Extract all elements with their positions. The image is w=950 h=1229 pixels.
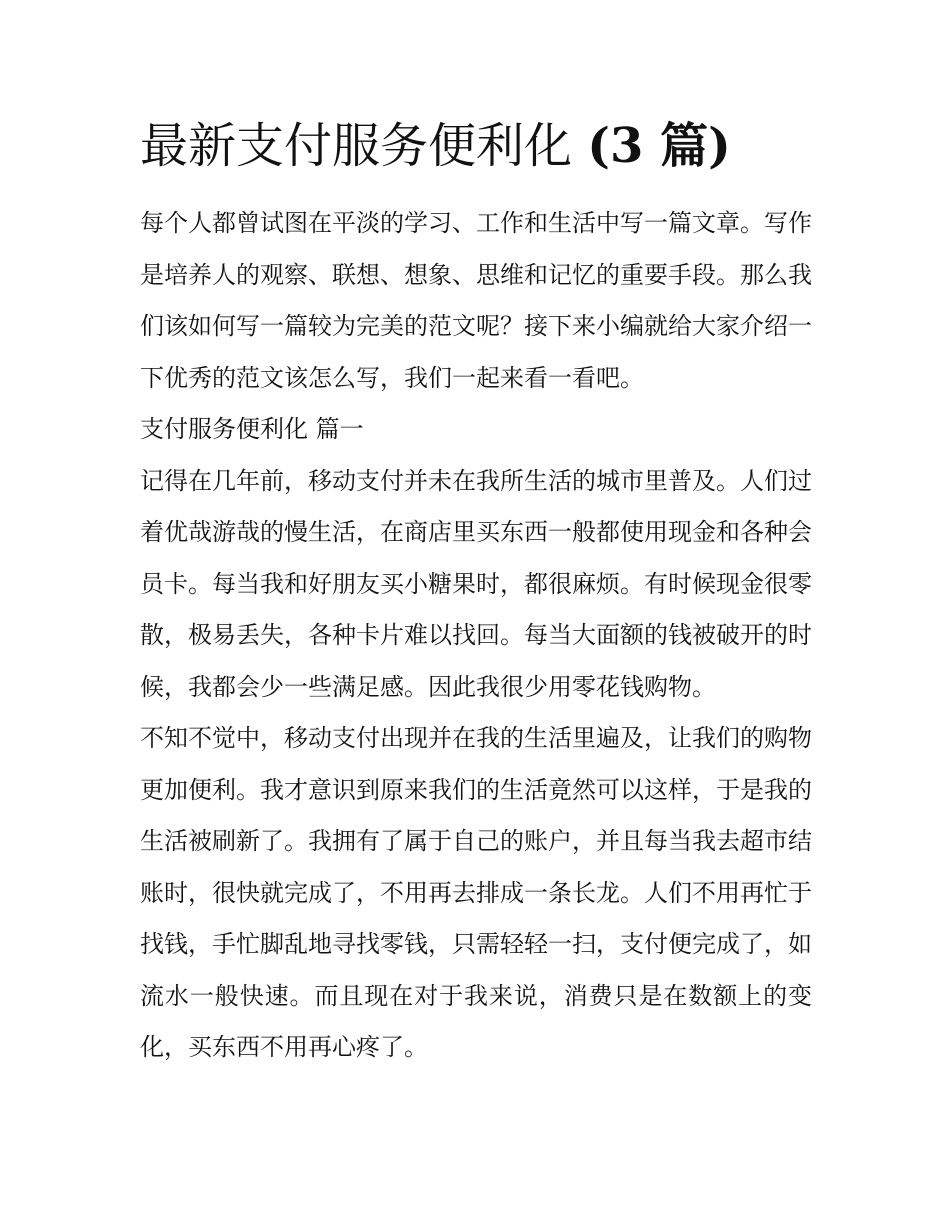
body-paragraph: 不知不觉中，移动支付出现并在我的生活里遍及，让我们的购物更加便利。我才意识到原来我们的生活竟然可以这样，于是我的生活被刷新了。我拥有了属于自己的账户，并且每当我去超市结账时，很快就完成了，不用再去排成一条长龙。人们不用再忙于找钱，手忙脚乱地寻找零钱，只需轻轻一扫，支付便完成了，如流水一般快速。而且现在对于我来说，消费只是在数额上的变化，买东西不用再心疼了。 [140,724,812,1061]
document-title-count: (3 篇) [587,118,731,174]
document-title-text: 最新支付服务便利化 [140,118,573,174]
document-body [140,198,812,1074]
intro-paragraph: 每个人都曾试图在平淡的学习、工作和生活中写一篇文章。写作是培养人的观察、联想、想象、思维和记忆的重要手段。那么我们该如何写一篇较为完美的范文呢？接下来小编就给大家介绍一下优秀的范文该怎么写，我们一起来看一看吧。 [140,209,812,392]
body-paragraph: 记得在几年前，移动支付并未在我所生活的城市里普及。人们过着优哉游哉的慢生活，在商店里买东西一般都使用现金和各种会员卡。每当我和好朋友买小糖果时，都很麻烦。有时候现金很零散，极易丢失，各种卡片难以找回。每当大面额的钱被破开的时候，我都会少一些满足感。因此我很少用零花钱购物。 [140,466,812,701]
document-title [140,112,840,180]
section-heading: 支付服务便利化 篇一 [140,415,364,443]
